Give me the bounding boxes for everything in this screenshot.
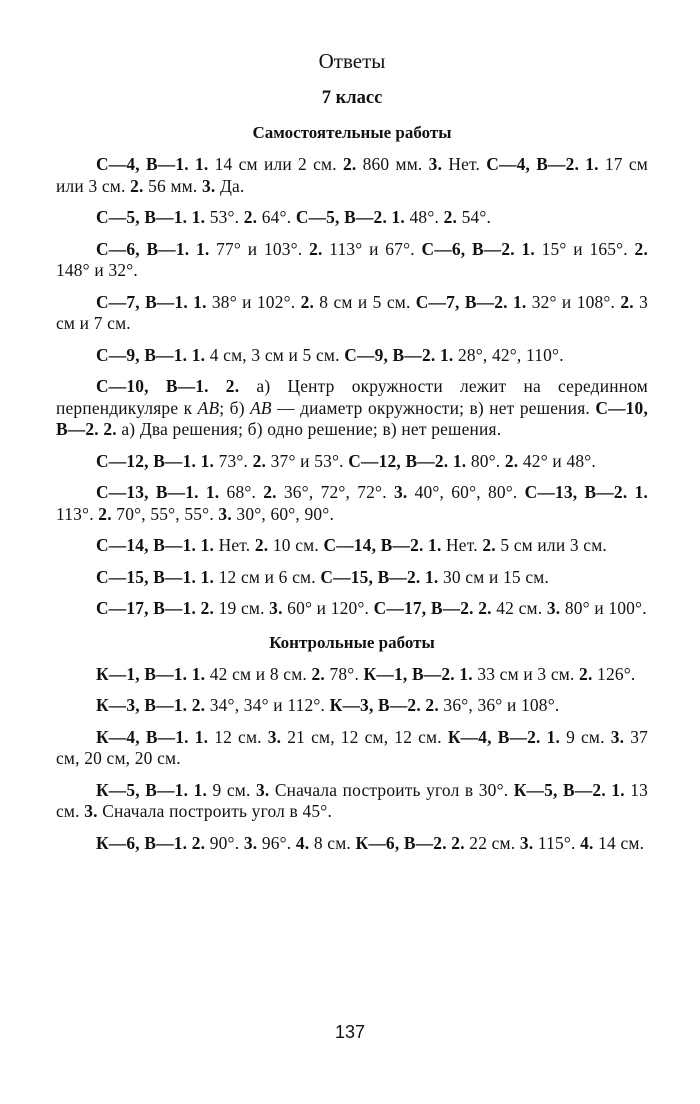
answer-text: 60° и 120°. bbox=[282, 598, 374, 618]
answer-text: 48°. bbox=[404, 207, 444, 227]
answer-text: 80°. bbox=[466, 450, 505, 471]
task-reference: С—15, В—1. 1. bbox=[96, 566, 215, 587]
answer-paragraph bbox=[56, 664, 648, 686]
answer-text: 37 см, 20 см, 20 см. bbox=[56, 726, 648, 768]
task-reference: 2. bbox=[504, 450, 519, 471]
task-reference: С—10, В—2. 2. bbox=[56, 397, 649, 439]
answer-text: Да. bbox=[215, 175, 245, 196]
task-reference: С—5, В—1. 1. bbox=[96, 207, 206, 227]
task-reference: С—14, В—2. 1. bbox=[323, 535, 442, 555]
answer-paragraph bbox=[56, 695, 648, 717]
task-reference: К—4, В—1. 1. bbox=[96, 726, 209, 747]
answer-paragraph bbox=[56, 239, 648, 282]
task-reference: 3. bbox=[546, 598, 561, 618]
task-reference: 3. bbox=[393, 482, 408, 502]
task-reference: 2. bbox=[579, 663, 593, 684]
answer-text: Сначала построить угол в 45°. bbox=[97, 801, 333, 821]
answer-text: а) Центр окружности лежит на серединном перпендикуляре к bbox=[56, 376, 648, 418]
answer-paragraph bbox=[56, 598, 648, 620]
answer-paragraph bbox=[56, 482, 648, 525]
answer-paragraph bbox=[56, 535, 648, 557]
task-reference: 4. bbox=[580, 832, 594, 853]
answer-text: 36°, 72°, 72°. bbox=[276, 482, 394, 502]
task-reference: К—6, В—2. 2. bbox=[355, 832, 465, 853]
task-reference: С—6, В—1. 1. bbox=[96, 238, 210, 259]
answer-paragraph bbox=[56, 833, 648, 855]
task-reference: 2. bbox=[620, 291, 634, 312]
answer-text: 19 см. bbox=[214, 598, 270, 618]
answer-text: 30 см и 15 см. bbox=[438, 566, 550, 587]
answer-text: 70°, 55°, 55°. bbox=[111, 503, 219, 524]
task-reference: 2. bbox=[300, 291, 315, 312]
answer-text: 22 см. bbox=[464, 832, 520, 853]
task-reference: К—5, В—2. 1. bbox=[513, 779, 625, 800]
task-reference: С—7, В—1. 1. bbox=[96, 291, 207, 312]
answer-text: 78°. bbox=[324, 663, 364, 684]
task-reference: С—13, В—2. 1. bbox=[524, 482, 649, 502]
answer-text: 73°. bbox=[214, 450, 253, 471]
task-reference: С—12, В—2. 1. bbox=[348, 450, 467, 471]
answer-paragraph bbox=[56, 780, 648, 823]
answer-text: — диаметр окружности; в) нет решения. bbox=[271, 397, 596, 418]
task-reference: С—6, В—2. 1. bbox=[421, 238, 535, 259]
answer-text: 42 см. bbox=[491, 598, 547, 618]
answer-text: 33 см и 3 см. bbox=[472, 663, 580, 684]
task-reference: 3. bbox=[428, 154, 443, 174]
section-tests bbox=[56, 632, 648, 855]
task-reference: С—5, В—2. 1. bbox=[295, 207, 405, 227]
answer-text: 9 см. bbox=[207, 779, 256, 800]
task-reference: 3. bbox=[519, 832, 534, 853]
answer-text: 13 см. bbox=[56, 779, 649, 821]
segment-label: AB bbox=[197, 397, 220, 418]
task-reference: С—4, В—1. 1. bbox=[96, 154, 209, 174]
answer-text: 9 см. bbox=[560, 726, 611, 747]
task-reference: 3. bbox=[610, 726, 625, 747]
page bbox=[56, 46, 648, 864]
answer-text: 77° и 103°. bbox=[209, 238, 310, 259]
answer-text: Нет. bbox=[441, 535, 483, 555]
grade-heading: 7 класс bbox=[321, 88, 383, 108]
answer-text: 28°, 42°, 110°. bbox=[453, 344, 564, 365]
task-reference: 2. bbox=[252, 450, 267, 471]
answer-text: 12 см и 6 см. bbox=[214, 566, 321, 587]
answer-text: 38° и 102°. bbox=[206, 291, 301, 312]
task-reference: 2. bbox=[254, 535, 269, 555]
task-reference: С—12, В—1. 1. bbox=[96, 450, 215, 471]
task-reference: 3. bbox=[201, 175, 216, 196]
answer-text: Нет. bbox=[214, 535, 255, 555]
answer-text: 14 см. bbox=[593, 832, 645, 853]
answer-text: 113°. bbox=[56, 503, 99, 524]
answer-text: 5 см или 3 см. bbox=[495, 535, 607, 555]
task-reference: 3. bbox=[243, 832, 258, 853]
task-reference: 3. bbox=[267, 726, 282, 747]
answer-text: 21 см, 12 см, 12 см. bbox=[281, 726, 448, 747]
task-reference: 3. bbox=[84, 801, 98, 821]
task-reference: 2. bbox=[342, 154, 357, 174]
answer-paragraph bbox=[56, 451, 648, 473]
task-reference: С—9, В—1. 1. bbox=[96, 344, 206, 365]
task-reference: С—13, В—1. 1. bbox=[96, 482, 220, 502]
task-reference: 4. bbox=[295, 832, 310, 853]
answer-text: 54°. bbox=[457, 207, 492, 227]
section-heading: Контрольные работы bbox=[269, 632, 435, 652]
answer-text: 12 см. bbox=[208, 726, 268, 747]
answer-text: 42° и 48°. bbox=[518, 450, 596, 471]
answer-text: 56 мм. bbox=[143, 175, 202, 196]
answer-text: 32° и 108°. bbox=[526, 291, 621, 312]
answer-paragraph bbox=[56, 292, 648, 335]
task-reference: 2. bbox=[482, 535, 496, 555]
task-reference: 3. bbox=[269, 598, 283, 618]
task-reference: С—15, В—2. 1. bbox=[320, 566, 439, 587]
answer-text: 148° и 32°. bbox=[56, 260, 138, 280]
answer-text: 34°, 34° и 112°. bbox=[205, 695, 330, 715]
page-number: 137 bbox=[334, 1022, 366, 1042]
answers-list bbox=[56, 154, 648, 620]
answer-text: 90°. bbox=[205, 832, 244, 853]
task-reference: К—1, В—2. 1. bbox=[363, 663, 473, 684]
answer-paragraph bbox=[56, 727, 648, 770]
answer-text: 37° и 53°. bbox=[266, 450, 349, 471]
task-reference: 2. bbox=[263, 482, 277, 502]
task-reference: 2. bbox=[443, 207, 458, 227]
task-reference: 2. bbox=[309, 238, 323, 259]
task-reference: 2. bbox=[243, 207, 258, 227]
answer-text: 113° и 67°. bbox=[322, 238, 422, 259]
task-reference: 2. bbox=[634, 238, 648, 259]
task-reference: С—17, В—2. 2. bbox=[373, 598, 492, 618]
answer-text: 4 см, 3 см и 5 см. bbox=[205, 344, 345, 365]
answer-text: 96°. bbox=[257, 832, 296, 853]
answer-text: Нет. bbox=[442, 154, 487, 174]
answer-text: Сначала построить угол в 30°. bbox=[269, 779, 514, 800]
answer-paragraph bbox=[56, 376, 648, 441]
answer-text: 8 см. bbox=[309, 832, 356, 853]
task-reference: К—4, В—2. 1. bbox=[447, 726, 561, 747]
answer-paragraph bbox=[56, 345, 648, 367]
task-reference: К—1, В—1. 1. bbox=[96, 663, 206, 684]
task-reference: 3. bbox=[255, 779, 270, 800]
answer-text: 30°, 60°, 90°. bbox=[231, 503, 334, 524]
answer-text: 3 см и 7 см. bbox=[56, 291, 648, 333]
answer-text: 68°. bbox=[219, 482, 264, 502]
answer-paragraph bbox=[56, 154, 648, 197]
answer-text: 80° и 100°. bbox=[560, 598, 647, 618]
task-reference: К—5, В—1. 1. bbox=[96, 779, 208, 800]
answer-text: а) Два решения; б) одно решение; в) нет решения. bbox=[116, 419, 502, 439]
page-title: Ответы bbox=[318, 49, 386, 73]
answer-text: 115°. bbox=[533, 832, 581, 853]
task-reference: 2. bbox=[98, 503, 112, 524]
section-heading: Самостоятельные работы bbox=[252, 123, 452, 142]
task-reference: С—7, В—2. 1. bbox=[415, 291, 527, 312]
answer-text: 8 см и 5 см. bbox=[314, 291, 416, 312]
answer-text: 53°. bbox=[205, 207, 244, 227]
answer-text: 14 см или 2 см. bbox=[208, 154, 343, 174]
task-reference: С—10, В—1. 2. bbox=[96, 376, 240, 396]
task-reference: 2. bbox=[130, 175, 144, 196]
answer-paragraph bbox=[56, 207, 648, 229]
task-reference: С—9, В—2. 1. bbox=[344, 344, 454, 365]
task-reference: К—3, В—1. 2. bbox=[96, 695, 206, 715]
answer-text: 126°. bbox=[592, 663, 636, 684]
answer-text: 40°, 60°, 80°. bbox=[407, 482, 525, 502]
answer-text: 42 см и 8 см. bbox=[205, 663, 312, 684]
segment-label: AB bbox=[250, 397, 272, 418]
task-reference: С—4, В—2. 1. bbox=[486, 154, 599, 174]
answer-text: 15° и 165°. bbox=[534, 238, 635, 259]
answers-list bbox=[56, 664, 648, 855]
answer-paragraph bbox=[56, 567, 648, 589]
task-reference: 2. bbox=[311, 663, 325, 684]
task-reference: С—14, В—1. 1. bbox=[96, 535, 215, 555]
answer-text: 17 см или 3 см. bbox=[56, 154, 648, 196]
answer-text: 860 мм. bbox=[356, 154, 429, 174]
section-independent-work bbox=[56, 122, 648, 620]
answer-text: ; б) bbox=[219, 397, 251, 418]
answer-text: 64°. bbox=[257, 207, 296, 227]
task-reference: К—6, В—1. 2. bbox=[96, 832, 206, 853]
task-reference: К—3, В—2. 2. bbox=[329, 695, 439, 715]
task-reference: С—17, В—1. 2. bbox=[96, 598, 215, 618]
task-reference: 3. bbox=[218, 503, 232, 524]
answer-text: 36°, 36° и 108°. bbox=[438, 695, 560, 715]
answer-text: 10 см. bbox=[268, 535, 324, 555]
